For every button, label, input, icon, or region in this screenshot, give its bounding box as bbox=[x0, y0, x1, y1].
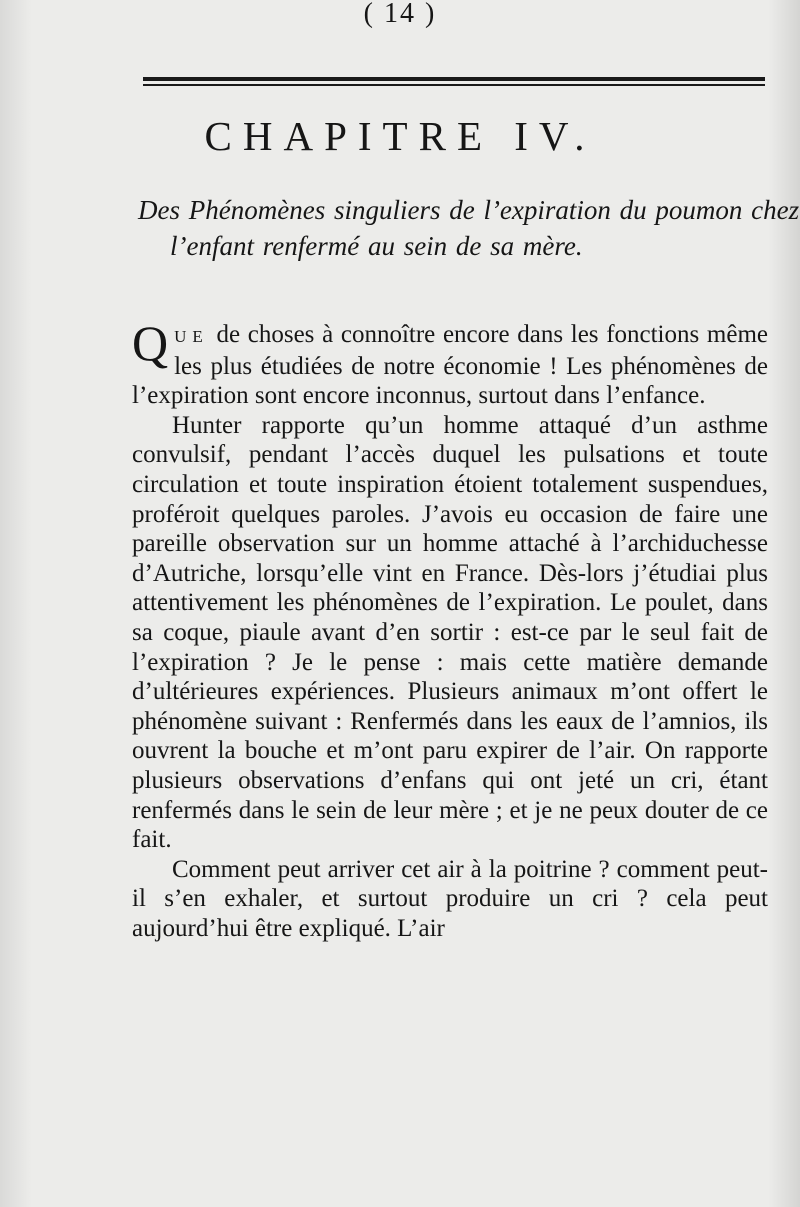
paragraph-2: Hunter rapporte qu’un homme attaqué d’un asthme convulsif, pendant l’accès duquel les pulsations et toute circulation et toute inspiration étoient totalement suspendues, proféroit quelques paroles. J’avois eu occasion de faire une pareille observation sur un homme attaché à l’archiduchesse d’Autriche, lorsqu’elle vint en France. Dès-lors j’étudiai plus attentivement les phénomènes de l’expiration. Le poulet, dans sa coque, piaule avant d’en sortir : est-ce par le seul fait de l’expiration ? Je le pense : mais cette matière demande d’ultérieures expériences. Plusieurs animaux m’ont offert le phénomène suivant : Renfermés dans les eaux de l’amnios, ils ouvrent la bouche et m’ont paru expirer de l’air. On rapporte plusieurs observations d’enfans qui ont jeté un cri, étant renfermés dans le sein de leur mère ; et je ne peux douter de ce fait. bbox=[132, 411, 768, 854]
header-rule-thin bbox=[143, 84, 765, 86]
header-rule-thick bbox=[143, 77, 765, 81]
subtitle-lead: Des bbox=[138, 195, 180, 225]
chapter-title: CHAPITRE IV. bbox=[204, 113, 596, 159]
page-number: ( 14 ) bbox=[363, 0, 437, 29]
paragraph-1-text: de choses à connoître encore dans les fonctions même les plus étudiées de notre économie ! Les phénomènes de l’expiration sont encore inconnus, surtout dans l’enfance. bbox=[132, 321, 769, 410]
body-text bbox=[132, 315, 769, 943]
drop-cap: Q bbox=[132, 315, 169, 371]
paragraph-3: Comment peut arriver cet air à la poitrine ? comment peut-il s’en exhaler, et surtout produire un cri ? cela peut aujourd’hui être expliqué. L’air bbox=[132, 855, 768, 942]
chapter-subtitle bbox=[138, 192, 800, 264]
paragraph-1 bbox=[132, 315, 769, 411]
subtitle-text: Phénomènes singuliers de l’expiration du poumon chez l’enfant renfermé au sein de sa mère. bbox=[170, 195, 800, 261]
paragraph-1-smallcaps: UE bbox=[174, 327, 209, 346]
